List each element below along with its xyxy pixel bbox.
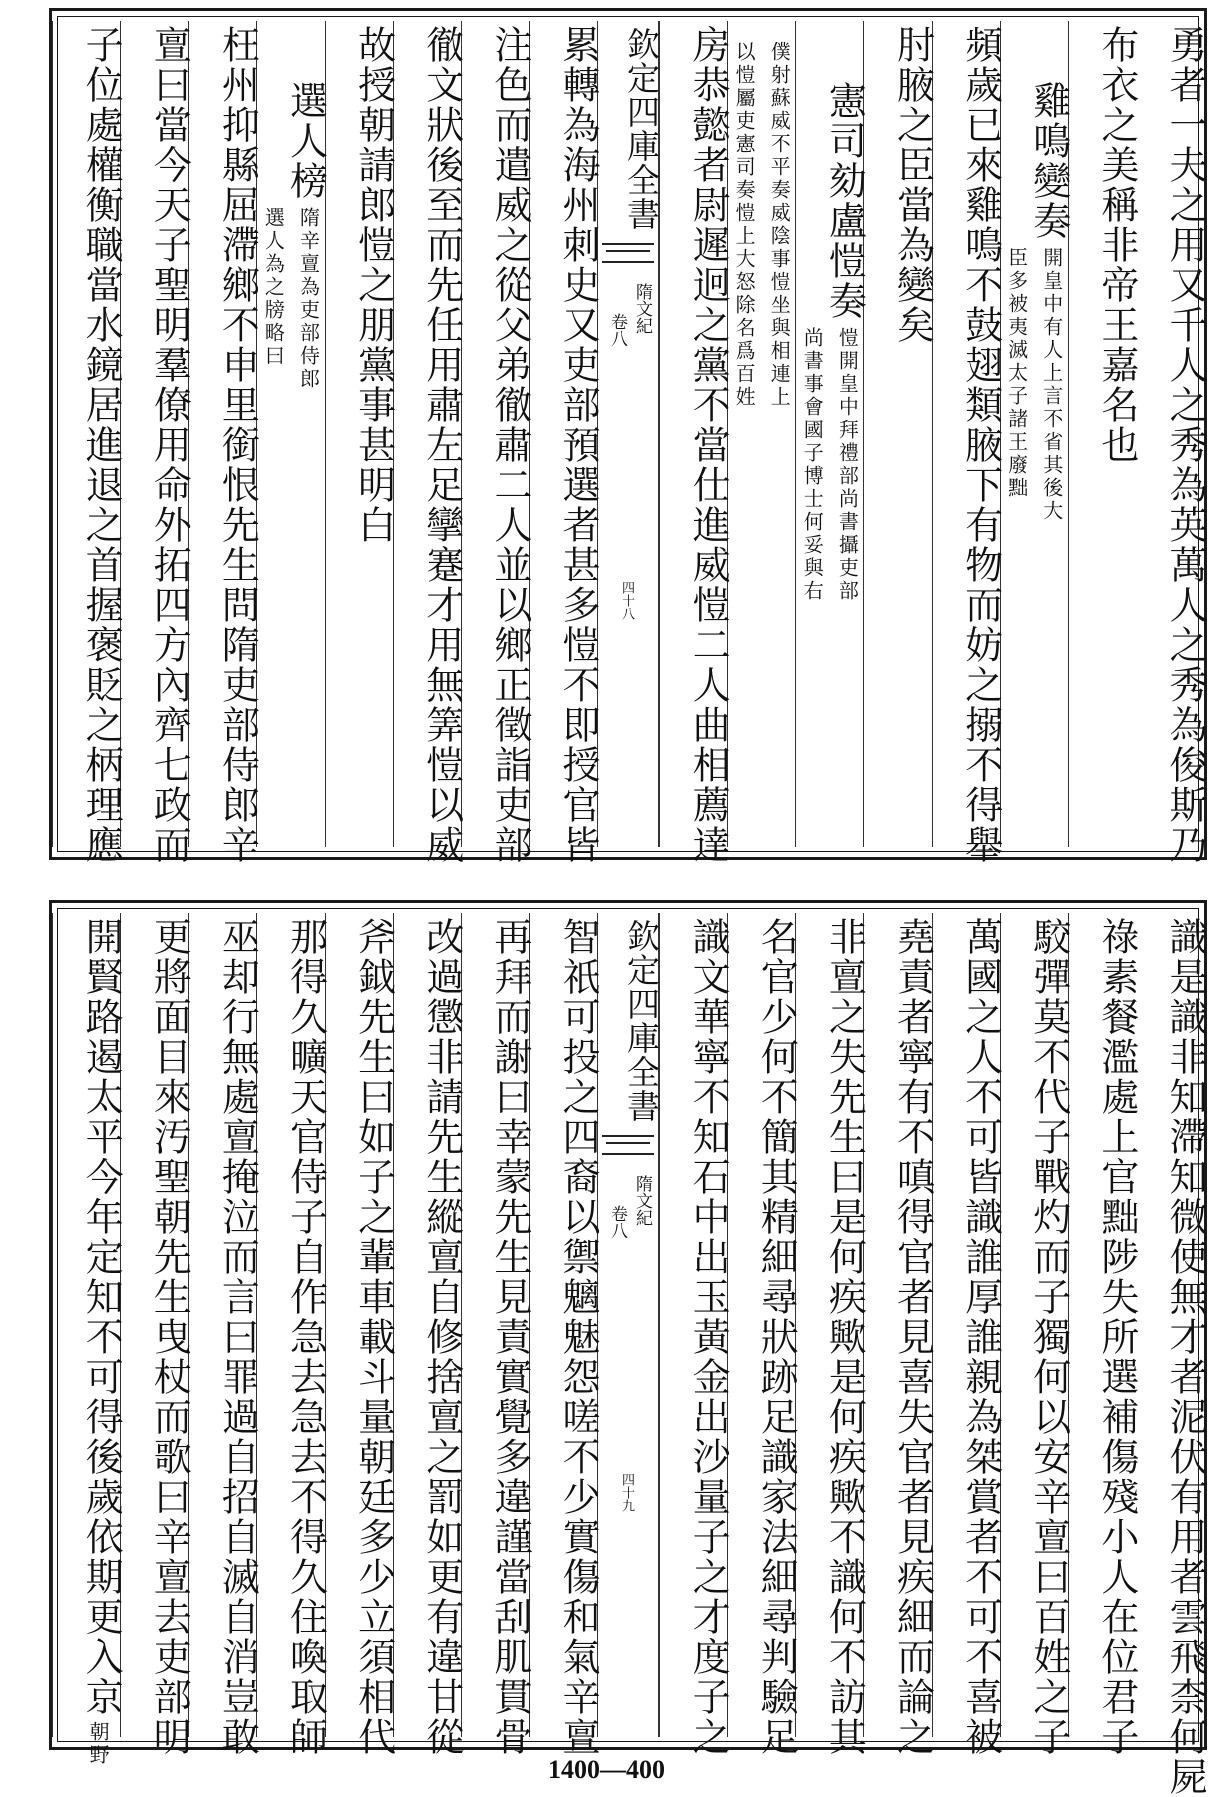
column-main-text: 智祇可投之四裔以禦魑魅怨嗟不少實傷和氣辛亶 [556,917,600,1757]
column-main-text: 房恭懿者尉遲迥之黨不當仕進威愷二人曲相薦達 [686,25,731,865]
annotation-right: 愷開皇中拜禮部尚書攝吏部 [835,327,860,603]
fishtail-ornament [602,1135,654,1155]
text-column [659,913,731,1757]
column-main-text: 祿素餐濫處上官黜陟失所選補傷殘小人在位君子 [1094,917,1139,1757]
annotation-right: 僕射蘇威不平奏威陰事愷坐與相連上 [767,41,792,409]
text-column [795,21,867,847]
annotation-right: 開皇中有人上言不省其後大 [1039,247,1064,523]
column-main-text: 故授朝請郎愷之朋黨事甚明白 [351,25,396,545]
column-main-text: 萬國之人不可皆識誰厚誰親為桀賞者不可不喜被 [958,917,1003,1757]
column-main-text: 堯責者寧有不嗔得官者見喜失官者見疾細而論之 [890,917,935,1757]
annotation-left: 尚書事會國子博士何妥與右 [800,327,825,603]
strip-page-number: 四十八 [619,581,634,620]
text-column [393,913,464,1757]
column-main-text: 斧鉞先生曰如子之輩車載斗量朝廷多少立須相代 [351,917,396,1757]
text-column [52,913,124,1767]
column-main-text: 更將面目來汚聖朝先生曳杖而歌曰辛亶去吏部明 [147,917,192,1757]
column-main-text: 肘腋之臣當為變矣 [890,25,935,345]
strip-book-title: 欽定四庫全書 [622,27,661,231]
text-column [795,913,867,1757]
annotation-right: 隋辛亶為吏部侍郎 [296,207,321,391]
column-main-text: 識文華寧不知石中出玉黃金出沙量子之才度子之 [686,917,731,1757]
text-column [529,21,600,865]
column-main-text: 名官少何不簡其精細尋狀跡足識家法細尋判驗足 [754,917,799,1757]
strip-section-title: 隋文紀 [632,283,652,334]
text-column [325,21,396,847]
column-main-text: 巫却行無處亶掩泣而言曰罪過自招自滅自消豈敢 [215,917,260,1757]
column-tail-note: 朝野 [86,1721,111,1767]
strip-page-number: 四十九 [619,1473,634,1512]
column-main-text: 識是識非知滯知微使無才者泥伏有用者雲飛柰何屍 [1163,917,1207,1797]
text-column [1068,913,1139,1757]
text-column [120,913,192,1757]
text-column [325,913,396,1757]
strip-volume-number: 卷八 [607,313,627,347]
column-main-text: 頻歲已來雞鳴不鼓翅類腋下有物而妨之搦不得舉 [958,25,1003,865]
text-column [461,913,532,1757]
center-strip [597,21,659,847]
text-column [1136,21,1207,865]
text-column [727,913,799,1757]
text-column [52,21,124,865]
footer-page-code: 1400—400 [548,1755,665,1784]
column-main-text: 選人榜 [283,81,328,201]
text-column [188,21,260,865]
text-column [529,913,600,1757]
text-column [932,913,1003,1757]
text-column [188,913,260,1757]
text-column [256,913,328,1757]
column-main-text: 憲司劾盧愷奏 [822,81,867,321]
column-main-text: 勇者一夫之用又千人之秀為英萬人之秀為俊斯乃 [1163,25,1207,865]
strip-book-title: 欽定四庫全書 [622,919,661,1123]
text-column [727,21,795,847]
text-column [659,21,731,865]
text-column [393,21,464,865]
column-main-text: 注色而遣威之從父弟徹肅二人並以鄉正徵詣吏部 [487,25,532,865]
strip-section-title: 隋文紀 [632,1175,652,1226]
column-main-text: 子位處權衡職當水鏡居進退之首握褒貶之柄理應 [79,25,124,865]
center-strip [597,913,659,1737]
text-column [863,913,935,1757]
column-main-text: 雞鳴變奏 [1026,81,1071,241]
annotation-left: 以愷屬吏憲司奏愷上大怒除名爲百姓 [732,41,757,409]
column-main-text: 亶曰當今天子聖明羣僚用命外拓四方內齊七政而 [147,25,192,865]
column-main-text: 改過懲非請先生縱亶自修捨亶之罰如更有違甘從 [419,917,464,1757]
text-column [1136,913,1207,1797]
column-main-text: 再拜而謝曰幸蒙先生見責實覺多違謹當刮肌貫骨 [487,917,532,1757]
column-main-text: 開賢路遏太平今年定知不可得後歲依期更入京 [79,917,124,1717]
text-column [1000,913,1071,1757]
column-main-text: 徹文狀後至而先任用肅左足攣蹇才用無筭愷以威 [419,25,464,865]
column-main-text: 布衣之美稱非帝王嘉名也 [1094,25,1139,465]
column-main-text: 非亶之失先生曰是何疾歟是何疾歟不識何不訪其 [822,917,867,1757]
text-column [932,21,1003,865]
strip-volume-number: 卷八 [607,1205,627,1239]
text-column [1068,21,1139,847]
column-main-text: 累轉為海州刺史又吏部預選者甚多愷不即授官皆 [556,25,600,865]
text-column [1000,21,1071,847]
column-main-text: 駮彈莫不代子戰灼而子獨何以安辛亶曰百姓之子 [1026,917,1071,1757]
column-main-text: 那得久曠天官侍子自作急去急去不得久住喚取師 [283,917,328,1757]
page-top [49,8,1207,865]
text-column [863,21,935,847]
fishtail-ornament [602,243,654,263]
text-column [256,21,328,847]
annotation-left: 選人為之牓略曰 [261,207,286,368]
text-column [120,21,192,865]
annotation-left: 臣多被夷滅太子諸王廢黜 [1004,247,1029,500]
text-column [461,21,532,865]
column-main-text: 枉州抑縣屈滯鄉不申里銜恨先生問隋吏部侍郎辛 [215,25,260,865]
